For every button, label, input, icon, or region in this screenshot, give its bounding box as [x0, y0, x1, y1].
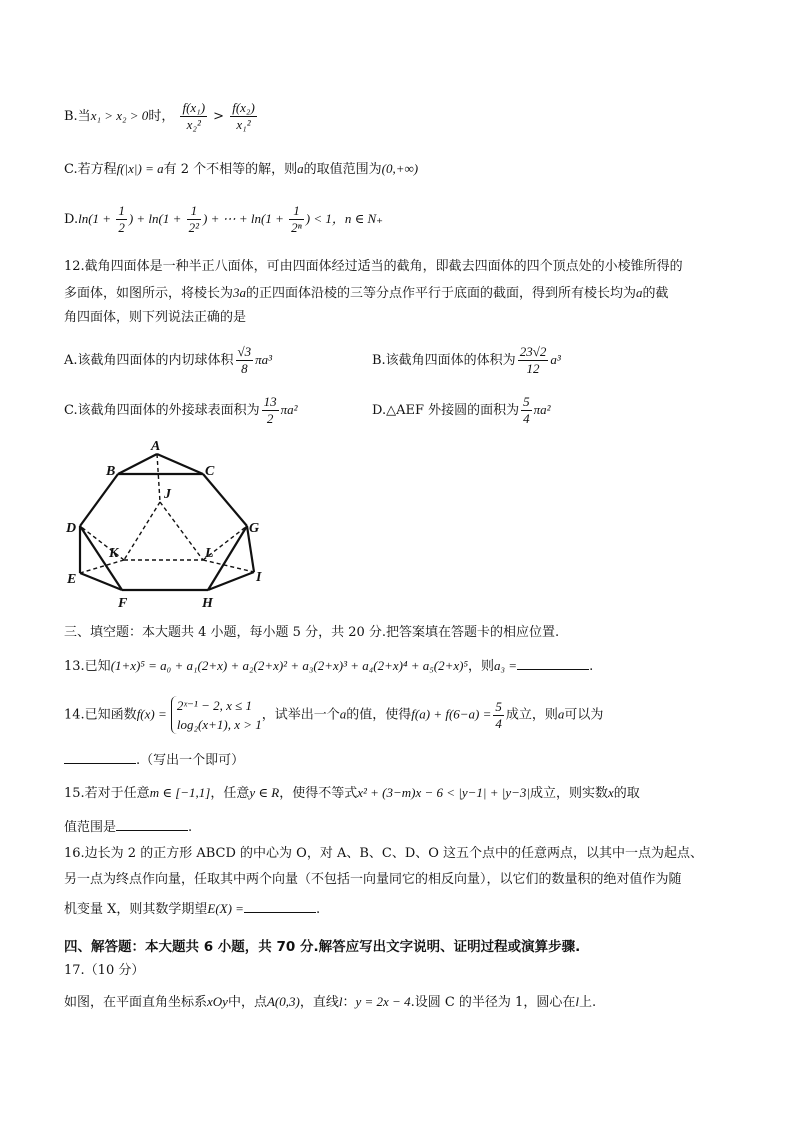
denominator: 2: [266, 411, 274, 426]
math: πa³: [255, 352, 273, 367]
math: a³: [550, 352, 561, 367]
truncated-tetrahedron-figure: [62, 436, 272, 616]
text: ，直线: [299, 995, 339, 1010]
question-lead: 15.若对于任意: [64, 786, 150, 801]
fraction: [116, 203, 127, 236]
q11-option-c: [64, 160, 418, 179]
denominator: 4: [495, 715, 502, 731]
fraction: [187, 203, 201, 236]
question-lead: 13.已知: [64, 659, 111, 674]
edge-c-g: [203, 474, 247, 526]
answer-blank[interactable]: [517, 657, 589, 670]
option-text: C.该截角四面体的外接球表面积为: [64, 403, 260, 418]
vertex-label-k: K: [109, 546, 119, 561]
text: .（写出一个即可）: [136, 753, 245, 768]
edge-a-b: [118, 454, 157, 474]
condition: y ∈ R: [249, 785, 280, 800]
text: 有 2 个不相等的解，则: [163, 162, 298, 177]
denominator: x₁²: [236, 117, 251, 132]
text: .: [188, 820, 193, 835]
fraction: [236, 344, 254, 377]
q15: [64, 784, 640, 803]
answer-blank[interactable]: [116, 818, 188, 831]
hidden-edge-j-k: [124, 502, 160, 560]
case-2: log₂(x+1), x > 1: [176, 717, 262, 732]
math: 3a: [233, 285, 247, 300]
vertex-label-a: A: [151, 439, 161, 454]
vertex-label-i: I: [256, 570, 262, 585]
vertex-label-d: D: [66, 521, 77, 536]
expectation: E(X) =: [207, 901, 244, 916]
text: 机变量 X，则其数学期望: [64, 902, 208, 917]
q13: [64, 657, 593, 676]
fraction: [493, 699, 504, 732]
range: (0,+∞): [381, 161, 419, 176]
expansion: (1+x)⁵ = a₀ + a₁(2+x) + a₂(2+x)² + a₃(2+x)³ + a₄(2+x)⁴ + a₅(2+x)⁵: [110, 658, 468, 673]
text: 的正四面体沿棱的三等分点作平行于底面的截面，得到所有棱长均为: [246, 286, 637, 301]
fraction: [521, 394, 532, 427]
q17-text: [64, 993, 596, 1012]
edge-b-d: [80, 474, 118, 526]
option-text: A.该截角四面体的内切球体积: [64, 353, 234, 368]
text: .设圆 C 的半径为 1，圆心在: [410, 995, 576, 1010]
numerator: 1: [289, 203, 304, 220]
fraction: [180, 100, 207, 133]
case-1: 2ˣ⁻¹ − 2, x ≤ 1: [176, 698, 252, 713]
answer-blank[interactable]: [64, 751, 136, 764]
vertex-label-c: C: [205, 464, 215, 479]
option-lead: D.: [64, 212, 79, 227]
section-3-heading: 三、填空题：本大题共 4 小题，每小题 5 分，共 20 分.把答案填在答题卡的相应位置.: [64, 625, 560, 640]
numerator: f(x₂): [232, 100, 255, 115]
asked-value: a₃ =: [494, 658, 518, 673]
edge-h-i: [208, 572, 254, 590]
q12-option-d: [372, 394, 551, 427]
q17-heading: 17.（10 分）: [64, 963, 145, 978]
numerator: f(x₁): [182, 100, 206, 115]
condition: n ∈ N₊: [344, 211, 384, 226]
variable: a: [339, 706, 347, 722]
q12-line-1: 12.截角四面体是一种半正八面体，可由四面体经过适当的截角，即截去四面体的四个顶点处的小棱锥所得的: [64, 259, 683, 274]
equation: f(a) + f(6−a) =: [411, 706, 492, 722]
vertex-label-h: H: [202, 596, 213, 611]
q11-option-b: [64, 100, 259, 133]
option-lead: C.若方程: [64, 162, 117, 177]
question-lead: 14.已知函数: [64, 707, 137, 723]
numerator: 5: [523, 394, 530, 409]
vertex-label-g: G: [249, 521, 260, 536]
denominator: 2: [118, 220, 125, 235]
math: ) + ln(1 +: [128, 211, 185, 226]
hidden-edge-j-l: [160, 502, 203, 560]
text: ，使得不等式: [279, 786, 358, 801]
numerator: 13: [263, 394, 277, 409]
fraction: [230, 100, 257, 133]
denominator: 12: [526, 361, 540, 376]
denominator: 2ⁿ: [291, 220, 302, 235]
math: ) + ⋯ + ln(1 +: [203, 211, 288, 226]
q15-line-2: [64, 818, 192, 837]
math: ) < 1，: [305, 211, 345, 226]
hidden-edge-k-e: [80, 560, 124, 573]
line-name: l: [338, 994, 343, 1009]
text: 的值，使得: [346, 707, 412, 723]
option-text: B.该截角四面体的体积为: [372, 353, 516, 368]
text: 成立，则实数: [529, 786, 608, 801]
fraction: [262, 394, 279, 427]
text: 的取值范围为: [303, 162, 382, 177]
q14-line-2: [64, 751, 244, 770]
q12-line-2: [64, 284, 669, 303]
q12-option-a: [64, 344, 272, 377]
variable: x: [607, 785, 614, 800]
math: πa²: [280, 402, 298, 417]
text: 多面体，如图所示，将棱长为: [64, 286, 234, 301]
line-equation: y = 2x − 4: [355, 994, 411, 1009]
text: 如图，在平面直角坐标系: [64, 995, 208, 1010]
q12-option-b: [372, 344, 561, 377]
denominator: 8: [241, 361, 248, 376]
vertex-label-l: L: [205, 546, 214, 561]
operator: >: [213, 109, 225, 124]
math: a: [636, 285, 643, 300]
text: 时，: [148, 109, 175, 124]
text: 值范围是: [64, 820, 117, 835]
text: 成立，则: [505, 707, 558, 723]
numerator: 5: [495, 698, 502, 714]
text: .: [589, 659, 594, 674]
text: 的取: [613, 786, 640, 801]
q12-line-3: 角四面体，则下列说法正确的是: [64, 310, 247, 325]
numerator: 23√2: [519, 344, 547, 359]
edge-a-c: [157, 454, 203, 474]
q14: [64, 696, 603, 734]
option-text: D.△AEF 外接圆的面积为: [372, 403, 520, 418]
text: ，任意: [210, 786, 250, 801]
numerator: 1: [187, 203, 201, 220]
denominator: x₂²: [186, 117, 201, 132]
q16-line-2: 另一点为终点作向量，任取其中两个向量（不包括一向量同它的相反向量），以它们的数量积的绝对值作为随: [64, 872, 682, 887]
line-name: l: [575, 994, 579, 1009]
q12-option-c: [64, 394, 298, 427]
edge-g-h: [208, 526, 247, 590]
fraction: [289, 203, 304, 236]
text: .: [315, 902, 321, 917]
vertex-label-e: E: [67, 572, 77, 587]
math: xOy: [207, 994, 228, 1009]
text: ，则: [468, 659, 495, 674]
text: ，试举出一个: [261, 707, 340, 723]
vertex-label-j: J: [164, 487, 171, 502]
answer-blank[interactable]: [244, 900, 316, 913]
piecewise-cases: [171, 696, 262, 734]
denominator: 2²: [188, 220, 200, 235]
inequality: x² + (3−m)x − 6 < |y−1| + |y−3|: [357, 785, 530, 800]
math: πa²: [533, 402, 551, 417]
condition: m ∈ [−1,1]: [149, 785, 211, 800]
variable: a: [557, 706, 565, 722]
vertex-label-b: B: [106, 464, 116, 479]
section-4-heading: 四、解答题：本大题共 6 小题，共 70 分.解答应写出文字说明、证明过程或演算步骤.: [64, 939, 581, 955]
text: 中，点: [227, 995, 267, 1010]
numerator: √3: [237, 344, 252, 359]
point: A(0,3): [266, 994, 300, 1009]
vertex-label-f: F: [118, 596, 128, 611]
function-name: f(x) =: [136, 706, 167, 722]
equation: f(|x|) = a: [116, 161, 164, 176]
option-lead: B.当: [64, 109, 91, 124]
text: 可以为: [564, 707, 604, 723]
text: ：: [342, 995, 356, 1010]
hidden-edge-l-i: [203, 560, 254, 572]
hidden-edge-a-j: [157, 454, 160, 502]
math: ln(1 +: [78, 211, 115, 226]
fraction: [518, 344, 549, 377]
denominator: 4: [523, 411, 530, 426]
text: 的截: [642, 286, 669, 301]
q16-line-3: [64, 900, 320, 919]
q16-line-1: 16.边长为 2 的正方形 ABCD 的中心为 O，对 A、B、C、D、O 这五个点中的任意两点，以其中一点为起点、: [64, 846, 704, 861]
condition: x₁ > x₂ > 0: [90, 108, 149, 123]
q11-option-d: [64, 203, 383, 236]
numerator: 1: [118, 203, 125, 218]
variable: a: [297, 161, 304, 176]
text: 上.: [578, 995, 597, 1010]
